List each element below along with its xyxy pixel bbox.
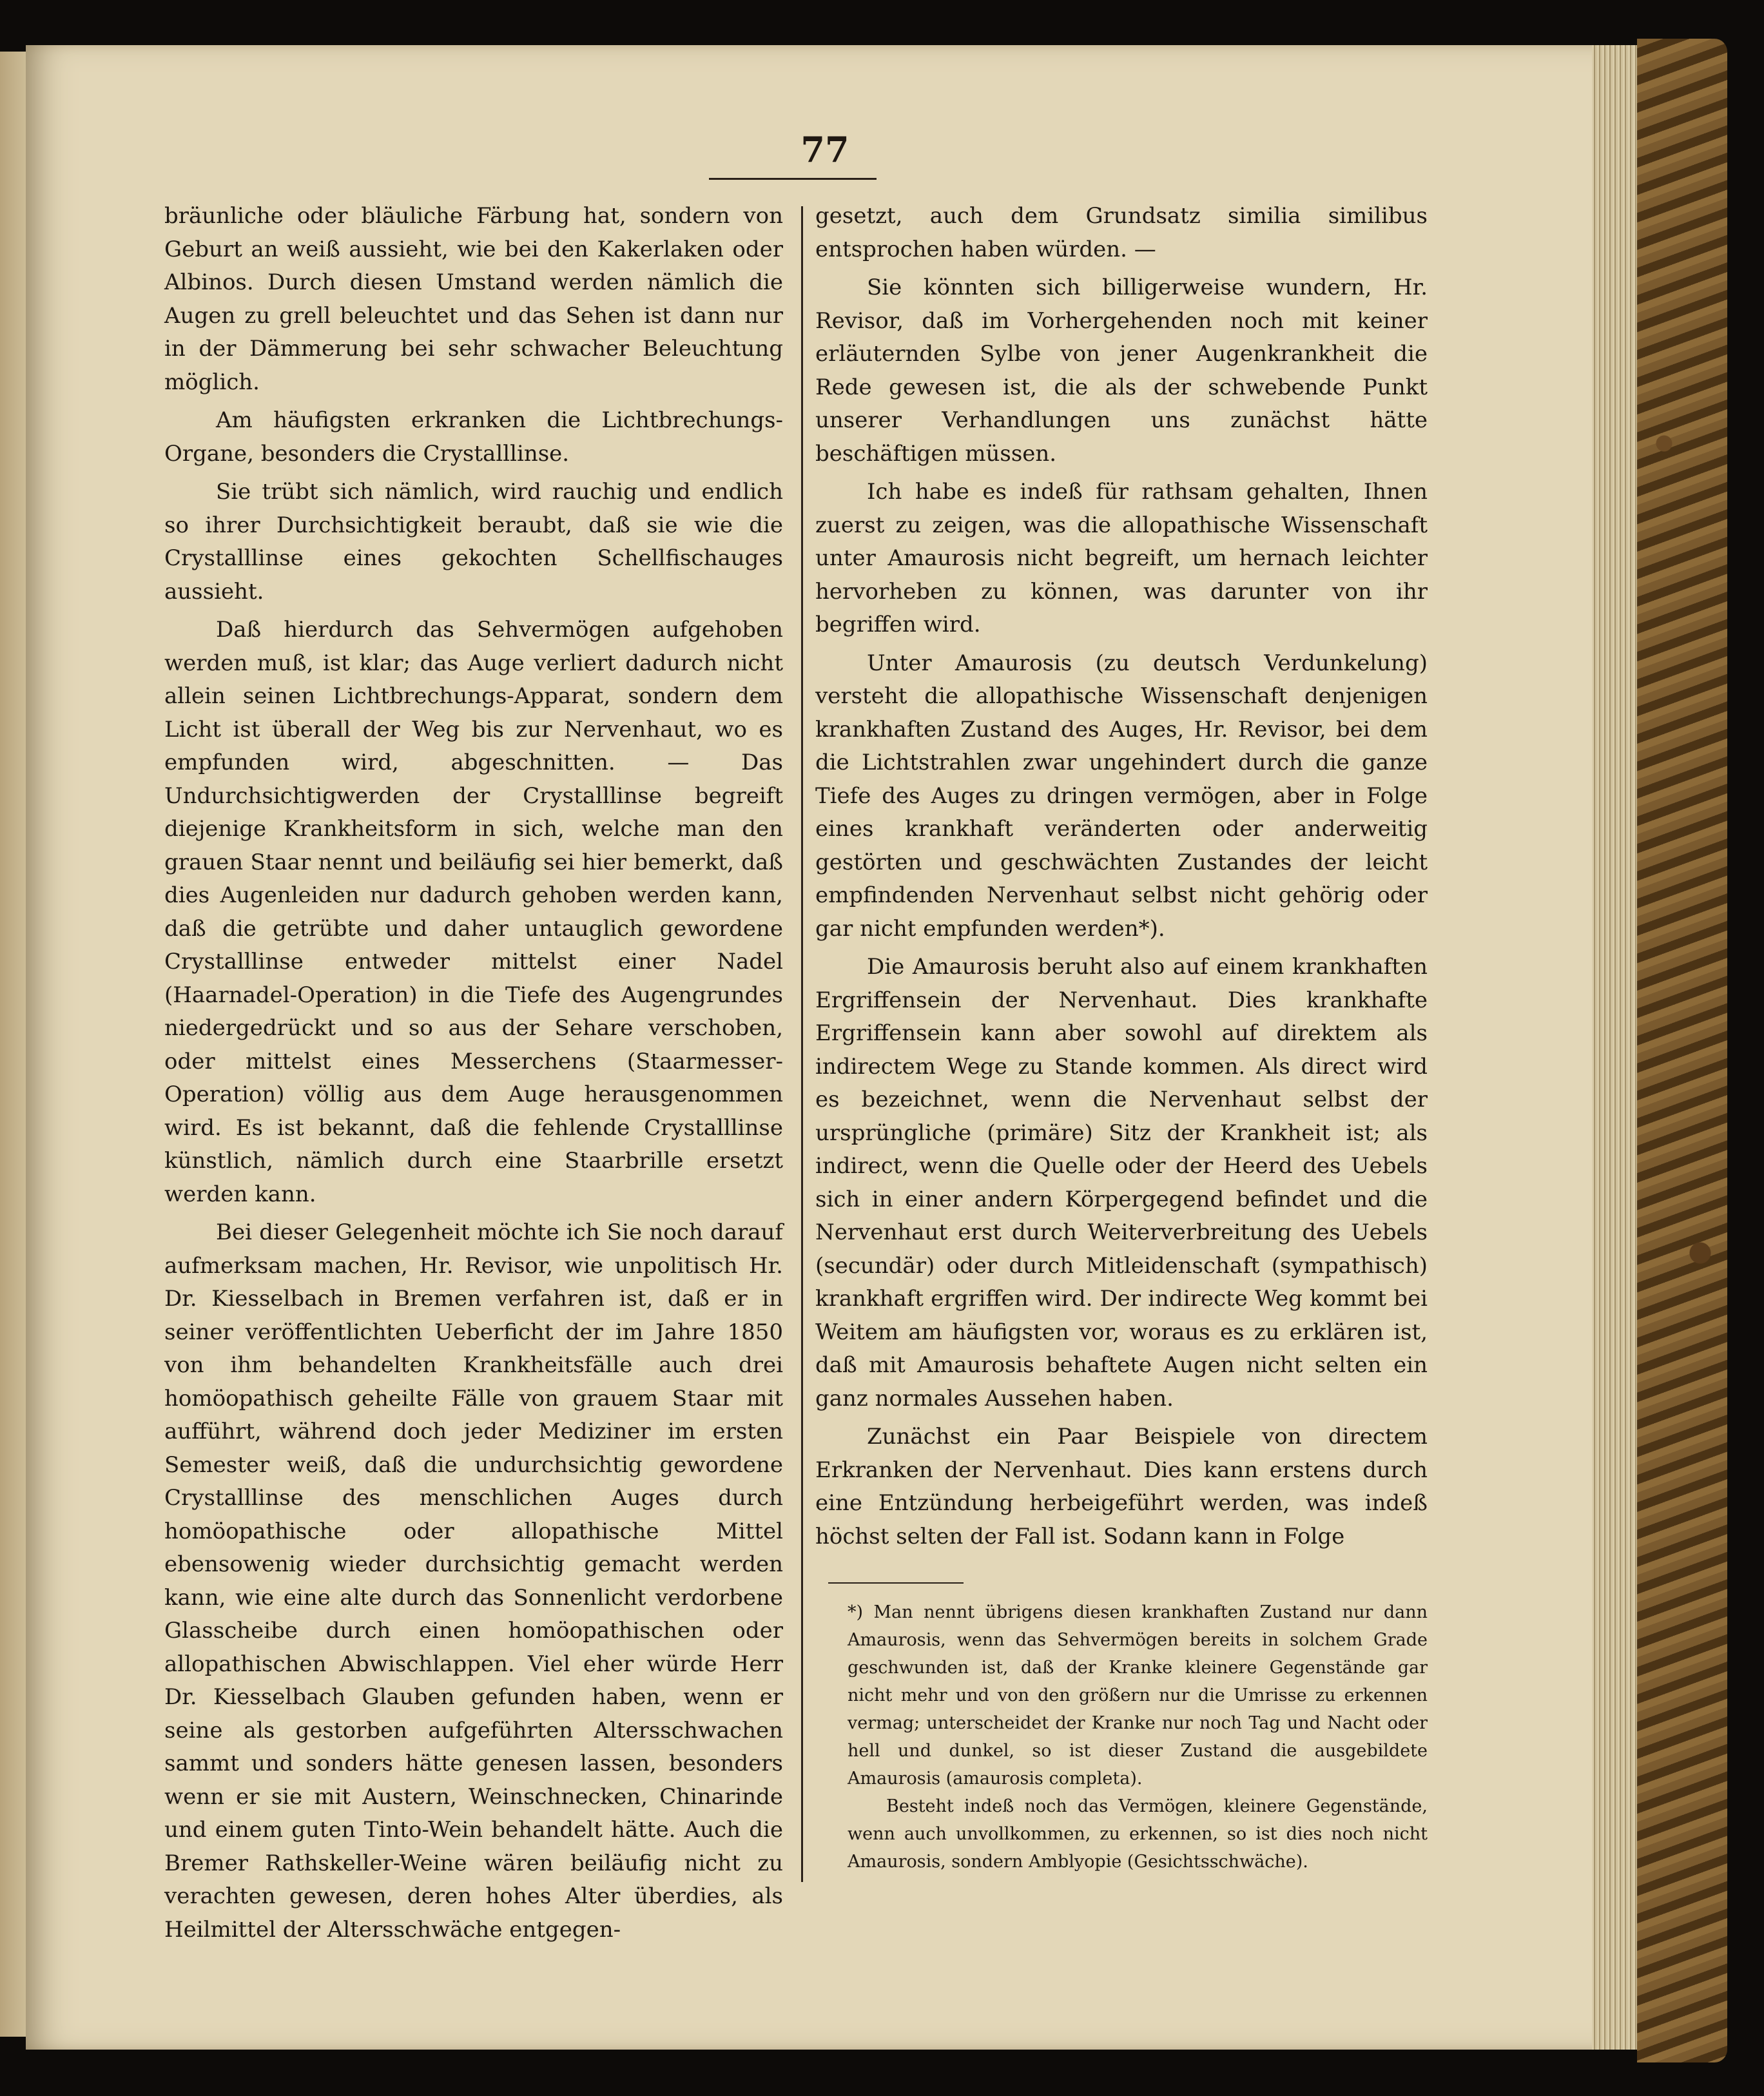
paragraph: Unter Amaurosis (zu deutsch Verdunkelung) versteht die allopathische Wissenschaft denjenigen krankhaften Zustand des Auges, Hr. Revisor, bei dem die Lichtstrahlen zwar ungehindert durch die ganze Tiefe des Auges zu dringen vermögen, aber in Folge eines krankhaft veränderten oder anderweitig gestörten und geschwächten Zustandes der leicht empfindenden Nervenhaut selbst nicht gehörig oder gar nicht empfunden werden*). — [815, 650, 1428, 942]
footnote-rule — [828, 1582, 964, 1584]
paragraph: bräunliche oder bläuliche Färbung hat, sondern von Geburt an weiß aussieht, wie bei den Kakerlaken oder Albinos. Durch diesen Umstand werden nämlich die Augen zu grell beleuchtet und das Sehen ist dann nur in der Dämmerung bei sehr schwacher Beleuchtung möglich. — [164, 203, 783, 395]
paragraph: Bei dieser Gelegenheit möchte ich Sie noch darauf aufmerksam machen, Hr. Revisor, wie unpolitisch Hr. Dr. Kiesselbach in Bremen verfahren ist, daß er in seiner veröffentlichten Ueberficht der im Jahre 1850 von ihm behandelten Krankheitsfälle auch drei homöopathisch geheilte Fälle von grauem Staar mit aufführt, während doch jeder Mediziner im ersten Semester weiß, daß die undurchsichtig gewordene Crystalllinse des menschlichen Auges durch homöopathische oder allopathische Mittel ebensowenig wieder durchsichtig gemacht werden kann, wie eine alte durch das Sonnenlicht verdorbene Glasscheibe durch einen homöopathischen oder allopathischen Abwischlappen. Viel eher würde Herr Dr. Kiesselbach Glauben gefunden haben, wenn er seine als gestorben aufgeführten Altersschwachen sammt und sonders hätte genesen lassen, besonders wenn er sie mit Austern, Weinschnecken, Chinarinde und einem guten Tinto-Wein behandelt hätte. Auch die Bremer Rathskeller-Weine wären beiläufig nicht zu verachten gewesen, deren hohes Alter überdies, als Heilmittel der Altersschwäche entgegen- — [164, 1219, 783, 1943]
column-divider — [801, 206, 803, 1882]
footnote: *) Man nennt übrigens diesen krankhaften Zustand nur dann Amaurosis, wenn das Sehvermögen bereits in solchem Grade geschwunden ist, daß der Kranke kleinere Gegenstände gar nicht mehr und von den größern nur die Umrisse zu erkennen vermag; unterscheidet der Kranke nur noch Tag und Nacht oder hell und dunkel, so ist dieser Zustand die ausgebildete Amaurosis (amaurosis completa). — [848, 1602, 1428, 1789]
page-number: 77 — [800, 129, 849, 170]
paragraph: Sie könnten sich billigerweise wundern, Hr. Revisor, daß im Vorhergehenden noch mit keiner erläuternden Sylbe von jener Augenkrankheit die Rede gewesen ist, die als der schwebende Punkt unserer Verhandlungen uns zunächst hätte beschäftigen müssen. — [815, 275, 1428, 467]
footnote-continuation: Besteht indeß noch das Vermögen, kleinere Gegenstände, wenn auch unvollkommen, zu erkennen, so ist dies noch nicht Amaurosis, sondern Amblyopie (Gesichtsschwäche). — [848, 1796, 1428, 1872]
footnote-block — [848, 1598, 1428, 1876]
paragraph: Sie trübt sich nämlich, wird rauchig und endlich so ihrer Durchsichtigkeit beraubt, daß sie wie die Crystalllinse eines gekochten Schellfischauges aussieht. — [164, 479, 783, 605]
book-binding — [1637, 39, 1727, 2062]
paragraph: Die Amaurosis beruht also auf einem krankhaften Ergriffensein der Nervenhaut. Dies krankhafte Ergriffensein kann aber sowohl auf direktem als indirectem Wege zu Stande kommen. Als direct wird es bezeichnet, wenn die Nervenhaut selbst der ursprüngliche (primäre) Sitz der Krankheit ist; als indirect, wenn die Quelle oder der Heerd des Uebels sich in einer andern Körpergegend befindet und die Nervenhaut erst durch Weiterverbreitung des Uebels (secundär) oder durch Mitleidenschaft (sympathisch) krankhaft ergriffen wird. Der indirecte Weg kommt bei Weitem am häufigsten vor, woraus es zu erklären ist, daß mit Amaurosis behaftete Augen nicht selten ein ganz normales Aussehen haben. — [815, 954, 1428, 1412]
paragraph: gesetzt, auch dem Grundsatz similia similibus entsprochen haben würden. — — [815, 203, 1428, 262]
left-column — [164, 200, 783, 1952]
right-column — [815, 200, 1428, 1558]
paragraph: Am häufigsten erkranken die Lichtbrechungs-Organe, besonders die Crystalllinse. — [164, 407, 783, 467]
paragraph: Ich habe es indeß für rathsam gehalten, Ihnen zuerst zu zeigen, was die allopathische Wissenschaft unter Amaurosis nicht begreift, um hernach leichter hervorheben zu können, was darunter von ihr begriffen wird. — [815, 479, 1428, 637]
paragraph: Zunächst ein Paar Beispiele von directem Erkranken der Nervenhaut. Dies kann erstens durch eine Entzündung herbeigeführt werden, was indeß höchst selten der Fall ist. Sodann kann in Folge — [815, 1424, 1428, 1549]
header-rule — [709, 178, 877, 180]
paragraph: Daß hierdurch das Sehvermögen aufgehoben werden muß, ist klar; das Auge verliert dadurch nicht allein seinen Lichtbrechungs-Apparat, sondern dem Licht ist überall der Weg bis zur Nervenhaut, wo es empfunden wird, abgeschnitten. — Das Undurchsichtigwerden der Crystalllinse begreift diejenige Krankheitsform in sich, welche man den grauen Staar nennt und beiläufig sei hier bemerkt, daß dies Augenleiden nur dadurch gehoben werden kann, daß die getrübte und daher untauglich gewordene Crystalllinse entweder mittelst einer Nadel (Haarnadel-Operation) in die Tiefe des Augengrundes niedergedrückt und so aus der Sehare verschoben, oder mittelst eines Messerchens (Staarmesser-Operation) völlig aus dem Auge herausgenommen wird. Es ist bekannt, daß die fehlende Crystalllinse künstlich, nämlich durch eine Staarbrille ersetzt werden kann. — [164, 617, 783, 1207]
page-edges — [1592, 45, 1637, 2050]
